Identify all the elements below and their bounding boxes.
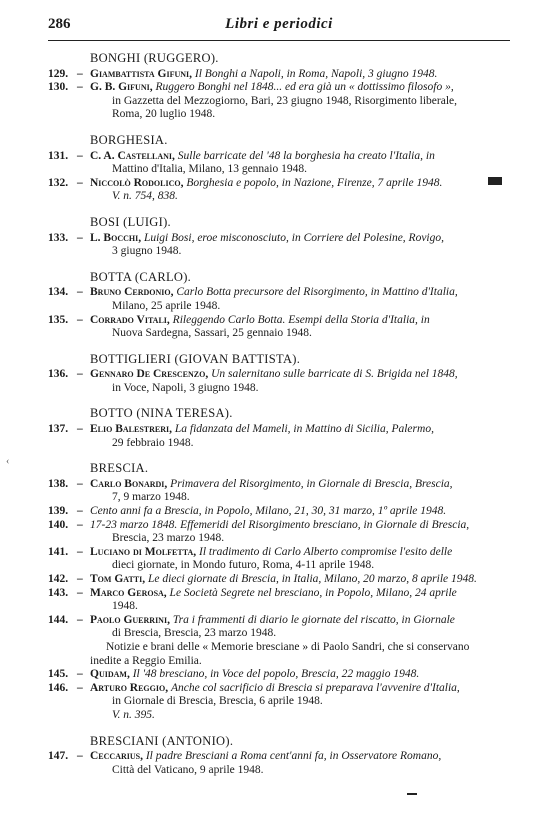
- entry-text: [90, 177, 510, 204]
- entry-continuation-line: in Gazzetta del Mezzogiorno, Bari, 23 giugno 1948, Risorgimento liberale,: [112, 94, 458, 107]
- entry-title: La fidanzata del Mameli, in Mattino di Sicilia, Palermo,: [174, 423, 434, 436]
- bibliography-entry: [48, 81, 510, 122]
- entry-text: [90, 573, 510, 587]
- bibliography-list: [48, 46, 510, 777]
- entry-author: Luciano di Molfetta,: [90, 545, 199, 558]
- entry-text: [90, 682, 510, 723]
- entry-title: Carlo Botta precursore del Risorgimento, in Mattino d'Italia,: [176, 286, 458, 299]
- entry-continuation-line: dieci giornate, in Mondo futuro, Roma, 4-11 aprile 1948.: [112, 559, 375, 572]
- entry-continuation-line: 1948.: [112, 600, 138, 613]
- ink-dash: [407, 793, 417, 795]
- section: [48, 407, 510, 450]
- entry-first-line: [90, 573, 477, 585]
- bibliography-entry: [48, 68, 510, 82]
- page-number: 286: [48, 16, 71, 32]
- entry-author: Bruno Cerdonio,: [90, 286, 177, 299]
- entry-number: 130.: [48, 81, 69, 94]
- entry-continuation-line: 7, 9 marzo 1948.: [112, 491, 190, 504]
- entry-number: 134.: [48, 286, 69, 299]
- section: [48, 668, 510, 722]
- entry-continuation-line: V. n. 754, 838.: [112, 190, 178, 203]
- entry-continuation-line: 29 febbraio 1948.: [112, 436, 194, 449]
- entry-first-line: [90, 750, 441, 762]
- entry-author: Ceccarius,: [90, 750, 146, 763]
- entry-title: Le Società Segrete nel bresciano, in Popolo, Milano, 24 aprile: [169, 586, 457, 599]
- section-heading: BOSI (LUIGI).: [90, 214, 171, 229]
- entry-text: [90, 68, 510, 82]
- entry-text: [90, 368, 510, 395]
- bibliography-entry: [48, 423, 510, 450]
- entry-author: Niccolò Rodolico,: [90, 176, 187, 189]
- entry-author: G. B. Gifuni,: [90, 81, 156, 94]
- entry-first-line: [90, 368, 458, 380]
- entry-number: 143.: [48, 586, 69, 599]
- entry-dash: –: [77, 545, 83, 558]
- entry-title: Rileggendo Carlo Botta. Esempi della Storia d'Italia, in: [172, 313, 430, 326]
- entry-author: Corrado Vitali,: [90, 313, 173, 326]
- section-heading: BOTTO (NINA TERESA).: [90, 406, 233, 421]
- page-header: [48, 16, 510, 38]
- section: [48, 462, 510, 668]
- entry-continuation-line: Nuova Sardegna, Sassari, 25 gennaio 1948.: [112, 327, 312, 340]
- header-rule: [48, 40, 510, 41]
- section-heading: BONGHI (RUGGERO).: [90, 51, 219, 65]
- section-heading: BOTTA (CARLO).: [90, 269, 192, 284]
- section-heading: BRESCIA.: [90, 461, 149, 476]
- entry-dash: –: [77, 313, 83, 326]
- entry-number: 135.: [48, 313, 69, 326]
- entry-dash: –: [77, 477, 83, 490]
- section-note: [48, 641, 510, 668]
- entry-number: 129.: [48, 67, 69, 80]
- entry-dash: –: [77, 423, 83, 436]
- entry-first-line: [90, 546, 452, 558]
- entry-title: Ruggero Bonghi nel 1848... ed era già un « dottissimo filosofo »,: [155, 81, 454, 94]
- entry-first-line: [90, 150, 435, 162]
- entry-text: [90, 750, 510, 777]
- entry-number: 132.: [48, 176, 69, 189]
- entry-continuation-line: Città del Vaticano, 9 aprile 1948.: [112, 763, 264, 776]
- entry-dash: –: [77, 231, 83, 244]
- entry-number: 147.: [48, 750, 69, 763]
- section-heading: BOTTIGLIERI (GIOVAN BATTISTA).: [90, 351, 301, 366]
- entry-text: [90, 423, 510, 450]
- section: [48, 216, 510, 259]
- entry-dash: –: [77, 586, 83, 599]
- entry-number: 136.: [48, 368, 69, 381]
- entry-continuation-line: Mattino d'Italia, Milano, 13 gennaio 1948.: [112, 163, 307, 176]
- entry-dash: –: [77, 518, 83, 531]
- entry-continuation-line: Brescia, 23 marzo 1948.: [112, 532, 225, 545]
- entry-continuation-line: V. n. 395.: [112, 708, 155, 721]
- bibliography-entry: [48, 314, 510, 341]
- entry-title: Luigi Bosi, eroe misconosciuto, in Corriere del Polesine, Rovigo,: [143, 231, 444, 244]
- entry-text: [90, 478, 510, 505]
- entry-first-line: [90, 68, 437, 80]
- section: [48, 353, 510, 396]
- bibliography-entry: [48, 573, 510, 587]
- entry-first-line: [90, 423, 434, 435]
- bibliography-entry: [48, 682, 510, 723]
- bibliography-entry: [48, 368, 510, 395]
- entry-text: [90, 614, 510, 641]
- bibliography-entry: [48, 505, 510, 519]
- entry-author: Quidam,: [90, 668, 133, 681]
- section: [48, 271, 510, 341]
- entry-text: [90, 587, 510, 614]
- entry-number: 131.: [48, 149, 69, 162]
- entry-first-line: [90, 519, 469, 531]
- bibliography-entry: [48, 546, 510, 573]
- entry-author: Paolo Guerrini,: [90, 613, 173, 626]
- entry-author: Marco Gerosa,: [90, 586, 170, 599]
- bibliography-entry: [48, 750, 510, 777]
- entry-author: Elio Balestreri,: [90, 423, 175, 436]
- entry-number: 146.: [48, 681, 69, 694]
- entry-dash: –: [77, 368, 83, 381]
- entry-author: C. A. Castellani,: [90, 149, 178, 162]
- entry-title: Cento anni fa a Brescia, in Popolo, Milano, 21, 30, 31 marzo, 1º aprile 1948.: [90, 505, 447, 518]
- entry-title: Primavera del Risorgimento, in Giornale di Brescia, Brescia,: [170, 477, 453, 490]
- section: [48, 735, 510, 778]
- entry-dash: –: [77, 750, 83, 763]
- entry-author: Tom Gatti,: [90, 573, 148, 585]
- entry-number: 141.: [48, 545, 69, 558]
- entry-author: Giambattista Gifuni,: [90, 67, 195, 80]
- entry-first-line: [90, 668, 419, 680]
- entry-dash: –: [77, 286, 83, 299]
- entry-title: Tra i frammenti di diario le giornate del riscatto, in Giornale: [172, 613, 455, 626]
- bibliography-entry: [48, 177, 510, 204]
- entry-dash: –: [77, 573, 83, 585]
- entry-number: 137.: [48, 423, 69, 436]
- entry-number: 144.: [48, 613, 69, 626]
- entry-text: [90, 232, 510, 259]
- entry-first-line: [90, 232, 444, 244]
- entry-dash: –: [77, 176, 83, 189]
- section-heading: BRESCIANI (ANTONIO).: [90, 733, 234, 748]
- entry-dash: –: [77, 505, 83, 518]
- entry-first-line: [90, 314, 430, 326]
- entry-number: 142.: [48, 573, 69, 585]
- section: [48, 52, 510, 122]
- entry-dash: –: [77, 668, 83, 681]
- entry-author: Carlo Bonardi,: [90, 477, 171, 490]
- running-title: Libri e periodici: [225, 16, 333, 32]
- entry-first-line: [90, 587, 457, 599]
- entry-number: 138.: [48, 477, 69, 490]
- entry-author: Arturo Reggio,: [90, 681, 171, 694]
- entry-first-line: [90, 286, 458, 298]
- entry-author: Gennaro De Crescenzo,: [90, 368, 212, 381]
- entry-text: [90, 519, 510, 546]
- entry-continuation-line: di Brescia, Brescia, 23 marzo 1948.: [112, 627, 277, 640]
- bibliography-entry: [48, 150, 510, 177]
- entry-title: Il Bonghi a Napoli, in Roma, Napoli, 3 giugno 1948.: [194, 67, 438, 80]
- entry-dash: –: [77, 613, 83, 626]
- entry-title: Un salernitano sulle barricate di S. Brigida nel 1848,: [211, 368, 458, 381]
- entry-first-line: [90, 81, 454, 93]
- entry-author: L. Bocchi,: [90, 231, 144, 244]
- bibliography-entry: [48, 232, 510, 259]
- entry-first-line: [90, 682, 460, 694]
- entry-text: [90, 505, 510, 519]
- entry-number: 139.: [48, 505, 69, 518]
- bibliography-entry: [48, 286, 510, 313]
- section-heading: BORGHESIA.: [90, 132, 168, 147]
- bibliography-entry: [48, 478, 510, 505]
- section: [48, 134, 510, 204]
- margin-mark: ‹: [6, 456, 10, 467]
- bibliography-entry: [48, 614, 510, 641]
- entry-dash: –: [77, 67, 83, 80]
- entry-title: Sulle barricate del '48 la borghesia ha creato l'Italia, in: [177, 149, 435, 162]
- entry-title: Il padre Bresciani a Roma cent'anni fa, in Osservatore Romano,: [145, 750, 442, 763]
- entry-first-line: [90, 614, 455, 626]
- entry-number: 133.: [48, 231, 69, 244]
- entry-dash: –: [77, 149, 83, 162]
- entry-title: Il '48 bresciano, in Voce del popolo, Brescia, 22 maggio 1948.: [132, 668, 420, 681]
- entry-continuation-line: in Giornale di Brescia, Brescia, 6 aprile 1948.: [112, 695, 323, 708]
- entry-continuation-line: in Voce, Napoli, 3 giugno 1948.: [112, 381, 259, 394]
- entry-first-line: [90, 177, 442, 189]
- entry-text: [90, 668, 510, 682]
- entry-title: Le dieci giornate di Brescia, in Italia, Milano, 20 marzo, 8 aprile 1948.: [147, 573, 477, 585]
- bibliography-entry: [48, 668, 510, 682]
- entry-number: 140.: [48, 518, 69, 531]
- entry-continuation-line: Roma, 20 luglio 1948.: [112, 108, 216, 121]
- bibliography-entry: [48, 587, 510, 614]
- entry-first-line: [90, 478, 453, 490]
- bibliography-entry: [48, 519, 510, 546]
- entry-first-line: [90, 505, 446, 517]
- entry-dash: –: [77, 681, 83, 694]
- entry-number: 145.: [48, 668, 69, 681]
- note-line: inedite a Reggio Emilia.: [90, 654, 202, 667]
- entry-text: [90, 81, 510, 122]
- entry-dash: –: [77, 81, 83, 94]
- entry-continuation-line: 3 giugno 1948.: [112, 245, 182, 258]
- entry-title: Il tradimento di Carlo Alberto compromise l'esito delle: [199, 545, 453, 558]
- note-line: Notizie e brani delle « Memorie bresciane » di Paolo Sandri, che si conservano: [106, 640, 470, 653]
- entry-continuation-line: Milano, 25 aprile 1948.: [112, 299, 221, 312]
- entry-text: [90, 546, 510, 573]
- entry-text: [90, 314, 510, 341]
- entry-title: Borghesia e popolo, in Nazione, Firenze, 7 aprile 1948.: [186, 176, 443, 189]
- entry-title: Anche col sacrificio di Brescia si preparava l'avvenire d'Italia,: [170, 681, 460, 694]
- entry-text: [90, 286, 510, 313]
- entry-title: 17-23 marzo 1848. Effemeridi del Risorgimento bresciano, in Giornale di Brescia,: [90, 518, 470, 531]
- entry-text: [90, 150, 510, 177]
